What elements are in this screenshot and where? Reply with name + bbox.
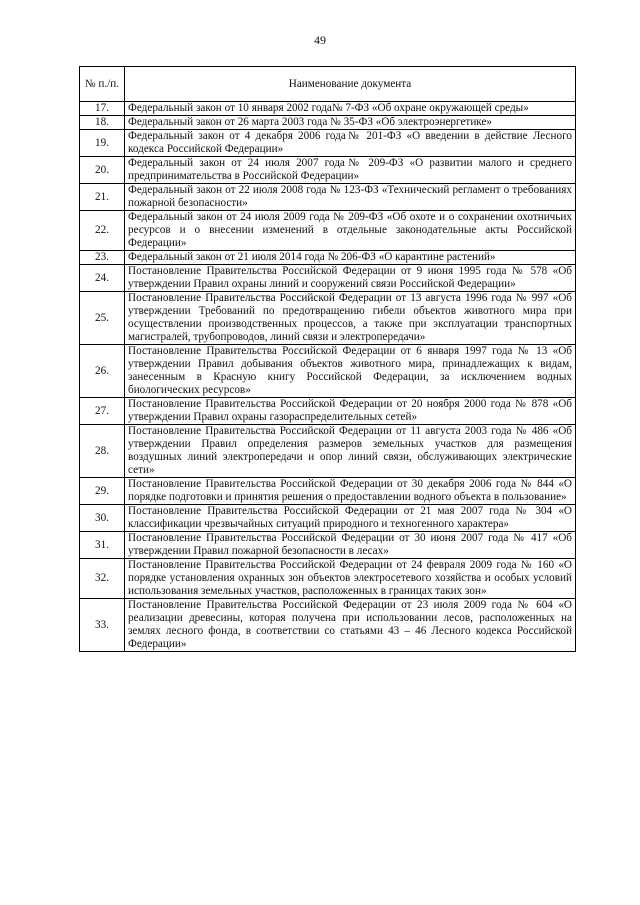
- header-name: Наименование документа: [125, 67, 576, 102]
- header-number: № п./п.: [80, 67, 125, 102]
- row-number: 22.: [80, 211, 125, 251]
- table-row: [80, 102, 576, 116]
- row-number: 24.: [80, 265, 125, 292]
- row-number: 32.: [80, 559, 125, 599]
- table-row: [80, 184, 576, 211]
- table-row: [80, 157, 576, 184]
- document-name: Постановление Правительства Российской Федерации от 13 августа 1996 года № 997 «Об утверждении Требований по предотвращению гибели объектов животного мира при осуществлении производственных процессов, а также при эксплуатации транспортных магистралей, трубопроводов, линий связи и электропередачи»: [125, 292, 576, 345]
- document-name: Федеральный закон от 4 декабря 2006 года№ 201-ФЗ «О введении в действие Лесного кодекса Российской Федерации»: [125, 130, 576, 157]
- table-row: [80, 505, 576, 532]
- document-name: Постановление Правительства Российской Федерации от 23 июля 2009 года № 604 «О реализации древесины, которая получена при использовании лесов, расположенных на землях лесного фонда, в соответствии со статьями 43 – 46 Лесного кодекса Российской Федерации»: [125, 599, 576, 652]
- row-number: 29.: [80, 478, 125, 505]
- documents-table: [79, 66, 576, 652]
- row-number: 18.: [80, 116, 125, 130]
- document-name: Федеральный закон от 26 марта 2003 года № 35-ФЗ «Об электроэнергетике»: [125, 116, 576, 130]
- document-name: Постановление Правительства Российской Федерации от 20 ноября 2000 года № 878 «Об утверждении Правил охраны газораспределительных сетей»: [125, 398, 576, 425]
- document-name: Постановление Правительства Российской Федерации от 21 мая 2007 года № 304 «О классификации чрезвычайных ситуаций природного и техногенного характера»: [125, 505, 576, 532]
- table-row: [80, 130, 576, 157]
- row-number: 30.: [80, 505, 125, 532]
- document-name: Постановление Правительства Российской Федерации от 9 июня 1995 года № 578 «Об утверждении Правил охраны линий и сооружений связи Российской Федерации»: [125, 265, 576, 292]
- table-row: [80, 345, 576, 398]
- table-row: [80, 532, 576, 559]
- table-row: [80, 116, 576, 130]
- row-number: 20.: [80, 157, 125, 184]
- row-number: 25.: [80, 292, 125, 345]
- table-header-row: [80, 67, 576, 102]
- row-number: 28.: [80, 425, 125, 478]
- document-name: Постановление Правительства Российской Федерации от 24 февраля 2009 года № 160 «О порядке установления охранных зон объектов электросетевого хозяйства и особых условий использования земельных участков, расположенных в границах таких зон»: [125, 559, 576, 599]
- table-row: [80, 559, 576, 599]
- table-row: [80, 599, 576, 652]
- row-number: 19.: [80, 130, 125, 157]
- row-number: 33.: [80, 599, 125, 652]
- table-row: [80, 265, 576, 292]
- table-row: [80, 398, 576, 425]
- document-name: Федеральный закон от 24 июля 2009 года № 209-ФЗ «Об охоте и о сохранении охотничьих ресурсов и о внесении изменений в отдельные законодательные акты Российской Федерации»: [125, 211, 576, 251]
- row-number: 26.: [80, 345, 125, 398]
- row-number: 23.: [80, 251, 125, 265]
- document-name: Постановление Правительства Российской Федерации от 30 июня 2007 года № 417 «Об утверждении Правил пожарной безопасности в лесах»: [125, 532, 576, 559]
- row-number: 21.: [80, 184, 125, 211]
- row-number: 31.: [80, 532, 125, 559]
- table-row: [80, 251, 576, 265]
- table-row: [80, 478, 576, 505]
- table-row: [80, 292, 576, 345]
- document-name: Постановление Правительства Российской Федерации от 11 августа 2003 года № 486 «Об утверждении Правил определения размеров земельных участков для размещения воздушных линий электропередачи и опор линий связи, обслуживающих электрические сети»: [125, 425, 576, 478]
- table-row: [80, 425, 576, 478]
- document-name: Постановление Правительства Российской Федерации от 30 декабря 2006 года № 844 «О порядке подготовки и принятия решения о предоставлении водного объекта в пользование»: [125, 478, 576, 505]
- document-name: Федеральный закон от 21 июля 2014 года № 206-ФЗ «О карантине растений»: [125, 251, 576, 265]
- document-name: Федеральный закон от 22 июля 2008 года № 123-ФЗ «Технический регламент о требованиях пожарной безопасности»: [125, 184, 576, 211]
- document-name: Федеральный закон от 24 июля 2007 года№ 209-ФЗ «О развитии малого и среднего предпринимательства в Российской Федерации»: [125, 157, 576, 184]
- page-number: 49: [314, 33, 326, 47]
- table-row: [80, 211, 576, 251]
- document-name: Постановление Правительства Российской Федерации от 6 января 1997 года № 13 «Об утверждении Правил добывания объектов животного мира, принадлежащих к видам, занесенным в Красную книгу Российской Федерации, за исключением водных биологических ресурсов»: [125, 345, 576, 398]
- row-number: 27.: [80, 398, 125, 425]
- document-name: Федеральный закон от 10 января 2002 года№ 7-ФЗ «Об охране окружающей среды»: [125, 102, 576, 116]
- row-number: 17.: [80, 102, 125, 116]
